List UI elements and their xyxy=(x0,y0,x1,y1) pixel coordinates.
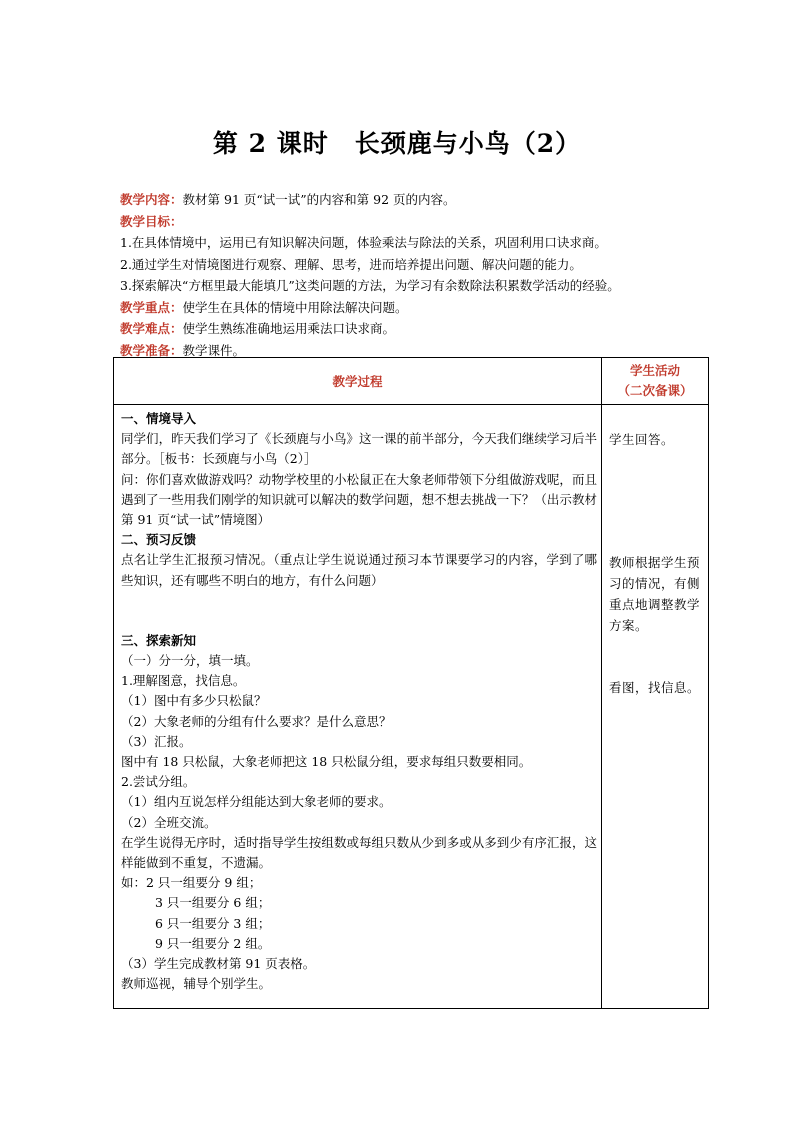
page-title: 第 2 课时 长颈鹿与小鸟（2） xyxy=(212,129,582,158)
content-line xyxy=(120,189,720,211)
column-divider xyxy=(601,358,602,1008)
section-heading: 三、探索新知 xyxy=(121,632,197,648)
header-process: 教学过程 xyxy=(332,374,383,389)
header-activity-title: 学生活动 xyxy=(629,363,680,378)
text-line: （一）分一分，填一填。 xyxy=(121,653,259,669)
header-divider xyxy=(114,404,708,405)
text-line: （3）汇报。 xyxy=(121,733,192,749)
paragraph: 点名让学生汇报预习情况。（重点让学生说说通过预习本节课要学习的内容，学到了哪些知识，还有哪些不明白的地方，有什么问题） xyxy=(121,552,597,588)
text-line: 在学生说得无序时，适时指导学生按组数或每组只数从少到多或从多到少有序汇报，这样能做到不重复，不遗漏。 xyxy=(121,834,597,871)
difficulty-line xyxy=(120,318,720,340)
lesson-meta xyxy=(120,189,720,361)
header-activity xyxy=(602,358,708,404)
section-heading: 一、情境导入 xyxy=(121,411,197,426)
goal-item: 2.通过学生对情境图进行观察、理解、思考，进而培养提出问题、解决问题的能力。 xyxy=(120,256,582,272)
text-line: 如：2 只一组要分 9 组； xyxy=(121,875,262,891)
activity-note: 学生回答。 xyxy=(609,432,675,447)
goals-line xyxy=(120,211,720,233)
activity-note: 看图，找信息。 xyxy=(609,680,701,695)
key-label: 教学重点： xyxy=(120,299,183,315)
lesson-table xyxy=(113,357,709,1009)
paragraph: 问：你们喜欢做游戏吗？动物学校里的小松鼠正在大象老师带领下分组做游戏呢，而且遇到了一些用我们刚学的知识就可以解决的数学问题，想不想去挑战一下？（出示教材第 91 页“试一试”情境图） xyxy=(121,471,597,528)
indented-line: 3 只一组要分 6 组； xyxy=(155,895,271,911)
text-line: 教师巡视，辅导个别学生。 xyxy=(121,976,272,992)
difficulty-text: 使学生熟练准确地运用乘法口诀求商。 xyxy=(182,321,396,336)
key-text: 使学生在具体的情境中用除法解决问题。 xyxy=(182,299,408,315)
process-column xyxy=(121,409,597,994)
goals-label: 教学目标： xyxy=(120,213,183,229)
text-line: （2）全班交流。 xyxy=(121,814,217,830)
text-line: 图中有 18 只松鼠，大象老师把这 18 只松鼠分组，要求每组只数要相同。 xyxy=(121,754,532,770)
text-line: （2）大象老师的分组有什么要求？是什么意思？ xyxy=(121,713,392,729)
indented-line: 9 只一组要分 2 组。 xyxy=(155,935,271,951)
paragraph: 同学们，昨天我们学习了《长颈鹿与小鸟》这一课的前半部分，今天我们继续学习后半部分。［板书：长颈鹿与小鸟（2）］ xyxy=(121,431,597,467)
key-line xyxy=(120,297,720,319)
text-line: 2.尝试分组。 xyxy=(121,774,196,790)
text-line: （1）图中有多少只松鼠？ xyxy=(121,693,267,709)
header-activity-subtitle: （二次备课） xyxy=(617,383,693,398)
activity-note: 教师根据学生预习的情况，有侧重点地调整教学方案。 xyxy=(609,555,701,633)
spacer xyxy=(121,591,597,631)
goal-item: 3.探索解决“方框里最大能填几”这类问题的方法，为学习有余数除法积累数学活动的经验。 xyxy=(120,278,620,293)
content-label: 教学内容： xyxy=(120,192,183,207)
text-line: （1）组内互说怎样分组能达到大象老师的要求。 xyxy=(121,794,392,810)
indented-line: 6 只一组要分 3 组； xyxy=(155,915,271,931)
difficulty-label: 教学难点： xyxy=(120,321,183,336)
prep-label: 教学准备： xyxy=(120,342,183,358)
text-line: 1.理解图意，找信息。 xyxy=(121,673,246,689)
goal-item: 1.在具体情境中，运用已有知识解决问题，体验乘法与除法的关系，巩固利用口诀求商。 xyxy=(120,235,607,250)
section-heading: 二、预习反馈 xyxy=(121,532,197,548)
content-text: 教材第 91 页“试一试”的内容和第 92 页的内容。 xyxy=(182,192,456,207)
text-line: （3）学生完成教材第 91 页表格。 xyxy=(121,956,316,972)
prep-text: 教学课件。 xyxy=(182,342,246,358)
